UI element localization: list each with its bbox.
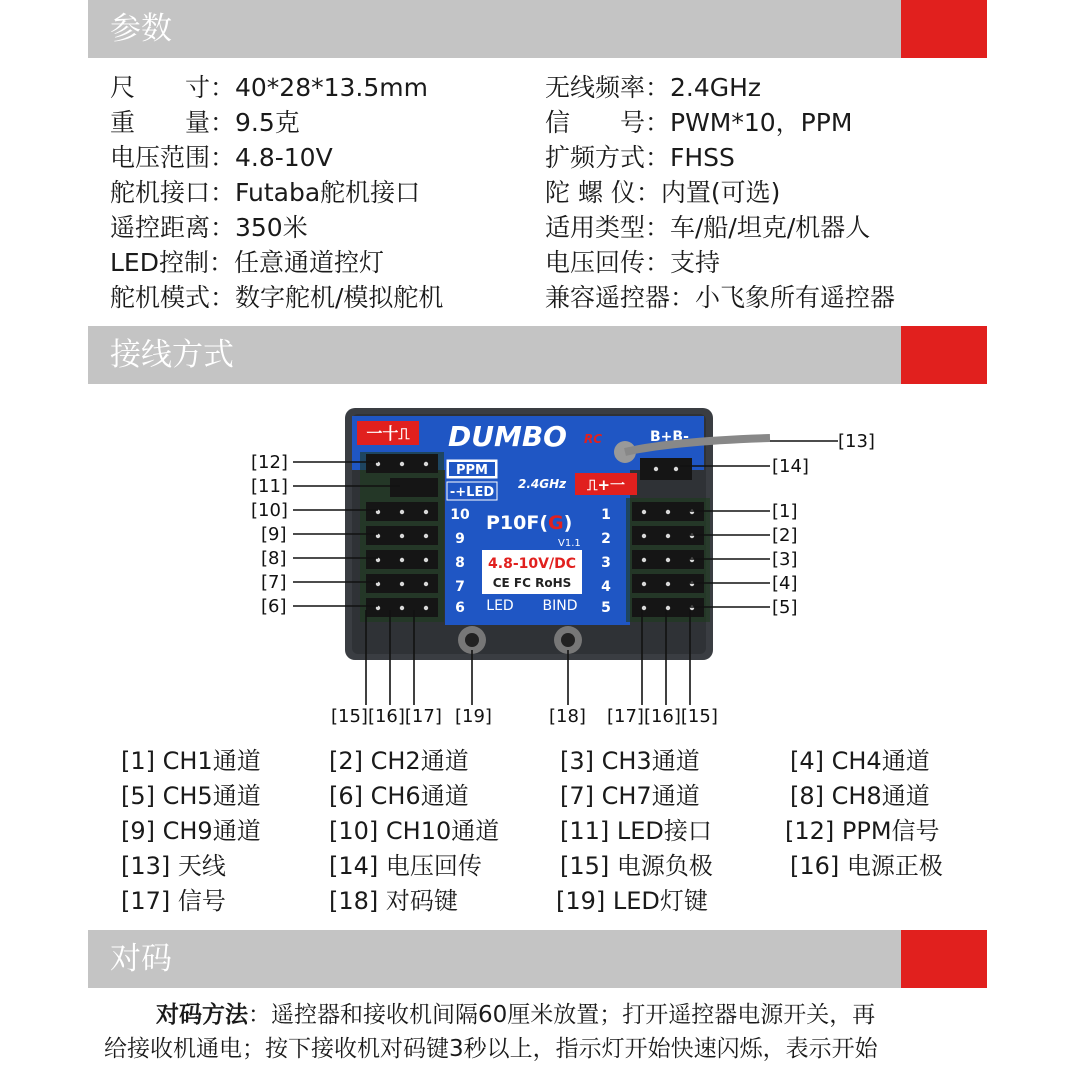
ch-num: 5 (601, 600, 611, 616)
ppm-label: PPM (456, 463, 488, 478)
legend-item: [13] 天线 (121, 852, 226, 880)
ch-num: 2 (601, 531, 611, 547)
ch-num: 6 (455, 600, 465, 616)
spec-telemetry: 电压回传：支持 (545, 248, 721, 277)
spec-compat: 兼容遥控器：小飞象所有遥控器 (545, 283, 896, 312)
callout-1: [1] (772, 501, 798, 522)
spec-signal: 信 号：PWM*10，PPM (545, 108, 853, 137)
legend-item: [17] 信号 (121, 887, 226, 915)
callout-3: [3] (772, 549, 798, 570)
ch-num: 10 (450, 507, 470, 523)
version-label: V1.1 (558, 538, 581, 549)
section-title: 参数 (110, 11, 172, 47)
spec-spread: 扩频方式：FHSS (545, 143, 735, 172)
spec-type: 适用类型：车/船/坦克/机器人 (545, 213, 871, 242)
spec-voltage: 电压范围：4.8-10V (110, 143, 333, 172)
callout-18: [18] (549, 706, 586, 727)
legend-item: [6] CH6通道 (329, 782, 469, 810)
legend-item: [3] CH3通道 (560, 747, 700, 775)
callout-11: [11] (251, 476, 288, 497)
led-label: LED (486, 598, 514, 614)
legend-item: [7] CH7通道 (560, 782, 700, 810)
servo-header (366, 502, 438, 521)
accent-block (901, 930, 987, 988)
ch-num: 4 (601, 579, 611, 595)
legend-item: [18] 对码键 (329, 887, 458, 915)
callout-4: [4] (772, 573, 798, 594)
section-header-binding (88, 930, 987, 988)
section-title: 对码 (110, 941, 172, 977)
callout-12: [12] (251, 452, 288, 473)
legend-item: [9] CH9通道 (121, 817, 261, 845)
legend-item: [14] 电压回传 (329, 852, 482, 880)
callout-17-16-15-right: [17][16][15] (607, 706, 718, 727)
legend-item: [11] LED接口 (560, 817, 712, 845)
legend-item: [4] CH4通道 (790, 747, 930, 775)
cert-label: CE FC RoHS (492, 576, 572, 590)
legend-item: [16] 电源正极 (790, 852, 943, 880)
ch-num: 9 (455, 531, 465, 547)
spec-frequency: 无线频率：2.4GHz (545, 73, 762, 102)
b-label: B+B- (650, 429, 689, 445)
polarity-mark-right: ⎍+一 (586, 476, 626, 494)
legend-item: [10] CH10通道 (329, 817, 500, 845)
callout-8: [8] (261, 548, 287, 569)
spec-gyro: 陀 螺 仪：内置(可选) (545, 178, 781, 207)
freq-label: 2.4GHz (518, 477, 567, 491)
callout-13: [13] (838, 431, 875, 452)
polarity-mark-left: 一十⎍ (366, 424, 410, 443)
model-label: P10F(G) (486, 512, 573, 534)
spec-servo-mode: 舵机模式：数字舵机/模拟舵机 (110, 283, 444, 312)
section-header-wiring (88, 326, 987, 384)
spec-servo-port: 舵机接口：Futaba舵机接口 (110, 178, 421, 207)
brand-logo: DUMBO (448, 420, 567, 453)
ch-num: 7 (455, 579, 465, 595)
binding-paragraph (104, 998, 984, 1066)
legend-item: [1] CH1通道 (121, 747, 261, 775)
ch-num: 1 (601, 507, 611, 523)
bind-label: BIND (542, 598, 578, 614)
callout-5: [5] (772, 597, 798, 618)
callout-15-16-17-left: [15][16][17] (331, 706, 442, 727)
callout-7: [7] (261, 572, 287, 593)
led-port-label: -+LED (449, 485, 495, 500)
legend-item: [5] CH5通道 (121, 782, 261, 810)
ch-num: 3 (601, 555, 611, 571)
legend-item: [12] PPM信号 (785, 817, 940, 845)
voltage-label: 4.8-10V/DC (488, 556, 576, 572)
section-title: 接线方式 (110, 337, 234, 373)
callout-2: [2] (772, 525, 798, 546)
callout-14: [14] (772, 456, 809, 477)
callout-9: [9] (261, 524, 287, 545)
accent-block (901, 0, 987, 58)
legend-item: [2] CH2通道 (329, 747, 469, 775)
binding-text-1: ：遥控器和接收机间隔60厘米放置；打开遥控器电源开关，再 (248, 1002, 876, 1028)
callout-10: [10] (251, 500, 288, 521)
callout-19: [19] (455, 706, 492, 727)
legend-item: [19] LED灯键 (556, 887, 708, 915)
spec-size: 尺 寸：40*28*13.5mm (110, 73, 428, 102)
binding-label: 对码方法 (156, 1002, 248, 1028)
spec-weight: 重 量：9.5克 (110, 108, 300, 137)
binding-text-2: 给接收机通电；按下接收机对码键3秒以上，指示灯开始快速闪烁，表示开始 (104, 1036, 878, 1062)
section-header-params (88, 0, 987, 58)
accent-block (901, 326, 987, 384)
callout-6: [6] (261, 596, 287, 617)
legend-item: [15] 电源负极 (560, 852, 713, 880)
spec-led: LED控制：任意通道控灯 (110, 248, 384, 277)
ch-num: 8 (455, 555, 465, 571)
receiver-diagram (0, 395, 1074, 735)
brand-sub: RC (584, 432, 603, 446)
spec-range: 遥控距离：350米 (110, 213, 308, 242)
legend-item: [8] CH8通道 (790, 782, 930, 810)
